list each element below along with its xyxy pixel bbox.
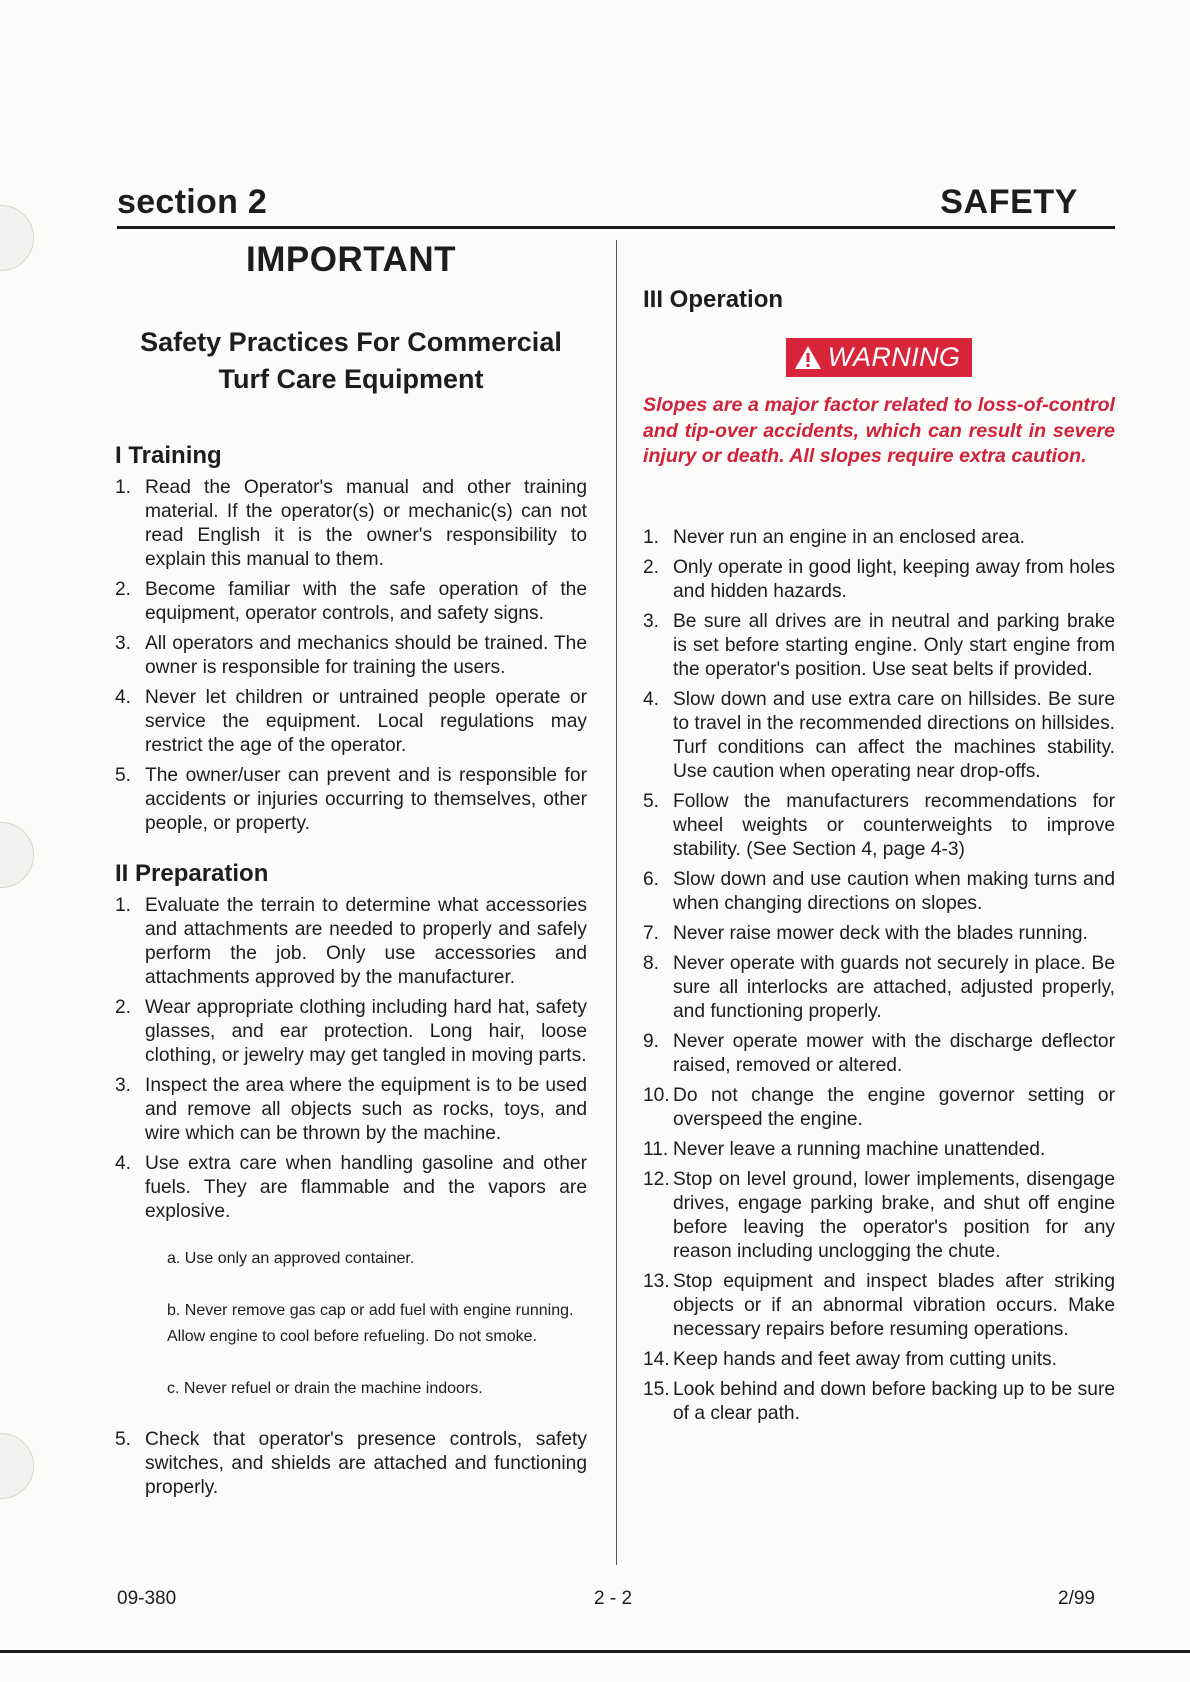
footer-page-number: 2 - 2 [594, 1588, 633, 1609]
item-text: All operators and mechanics should be trained. The owner is responsible for training the users. [145, 633, 587, 678]
list-item [115, 996, 587, 1068]
list-item [643, 1084, 1115, 1132]
item-text: Stop equipment and inspect blades after striking objects or if an abnormal vibration occurs. Make necessary repairs before resuming operations. [673, 1270, 1115, 1340]
binder-hole-bottom [0, 1433, 34, 1499]
item-number: 2. [115, 997, 132, 1018]
list-item [643, 952, 1115, 1024]
item-text: Look behind and down before backing up to be sure of a clear path. [673, 1378, 1115, 1424]
item-number: 3. [115, 1075, 132, 1096]
item-number: 1. [115, 895, 132, 916]
list-item [643, 526, 1115, 550]
operation-heading: III Operation [643, 286, 784, 313]
item-number: 9. [643, 1030, 660, 1052]
item-number: 11. [643, 1138, 669, 1160]
important-heading: IMPORTANT [246, 240, 456, 279]
item-number: 4. [643, 688, 660, 710]
item-text: Read the Operator's manual and other training material. If the operator(s) or mechanic(s) can not read English it is the owner's responsibility to explain this manual to them. [145, 477, 587, 570]
item-number: 4. [115, 687, 132, 708]
list-item [643, 556, 1115, 604]
list-item [643, 1138, 1115, 1162]
item-number: 7. [643, 922, 660, 944]
list-item [643, 1378, 1115, 1426]
item-text: Keep hands and feet away from cutting units. [673, 1348, 1057, 1370]
list-item [643, 1030, 1115, 1078]
item-text: Never let children or untrained people operate or service the equipment. Local regulations may restrict the age of the operator. [145, 687, 587, 756]
footer-doc-number: 09-380 [117, 1588, 177, 1609]
operation-list [643, 526, 1115, 1426]
item-number: 5. [643, 790, 660, 812]
item-number: 10. [643, 1084, 670, 1106]
item-text: Be sure all drives are in neutral and parking brake is set before starting engine. Only start engine from the operator's position. Use seat belts if provided. [673, 610, 1115, 680]
list-item [643, 1270, 1115, 1342]
list-item [643, 610, 1115, 682]
list-item [115, 1152, 587, 1224]
item-number: 2. [643, 556, 660, 578]
item-number: 1. [115, 477, 132, 498]
item-text: Inspect the area where the equipment is to be used and remove all objects such as rocks, toys, and wire which can be thrown by the machine. [145, 1075, 587, 1144]
item-text: Slow down and use caution when making turns and when changing directions on slopes. [673, 868, 1115, 914]
item-number: 8. [643, 952, 660, 974]
list-item [643, 688, 1115, 784]
list-item [643, 868, 1115, 916]
item-text: Evaluate the terrain to determine what accessories and attachments are needed to properly and safely perform the job. Only use accessories and attachments approved by the manufacturer. [145, 895, 587, 988]
item-number: 2. [115, 579, 132, 600]
item-text: The owner/user can prevent and is responsible for accidents or injuries occurring to themselves, other people, or property. [145, 765, 587, 834]
header-divider [117, 226, 1115, 229]
item-number: 14. [643, 1348, 670, 1370]
item-text: Never run an engine in an enclosed area. [673, 526, 1026, 548]
training-list [115, 476, 587, 836]
sub-list-item: b. Never remove gas cap or add fuel with engine running. Allow engine to cool before refueling. Do not smoke. [167, 1302, 574, 1345]
item-number: 12. [643, 1168, 670, 1190]
list-item [115, 632, 587, 680]
practices-heading-line1: Safety Practices For Commercial [140, 327, 562, 357]
list-item [115, 686, 587, 758]
preparation-heading: II Preparation [115, 860, 269, 887]
section-label: section 2 [117, 183, 268, 221]
item-text: Become familiar with the safe operation of the equipment, operator controls, and safety signs. [145, 579, 587, 624]
training-heading: I Training [115, 442, 222, 469]
item-number: 5. [115, 765, 132, 786]
binder-hole-middle [0, 822, 34, 888]
practices-heading [115, 324, 587, 398]
practices-heading-line2: Turf Care Equipment [218, 364, 484, 394]
item-text: Never leave a running machine unattended. [673, 1138, 1046, 1160]
item-text: Never operate with guards not securely in place. Be sure all interlocks are attached, adjusted properly, and functioning properly. [673, 952, 1115, 1022]
item-text: Do not change the engine governor setting or overspeed the engine. [673, 1084, 1115, 1130]
footer-divider [0, 1650, 1190, 1653]
left-column [115, 240, 587, 1506]
fuel-sub-list [115, 1246, 587, 1402]
item-number: 4. [115, 1153, 132, 1174]
right-column [643, 286, 1115, 1432]
list-item [643, 790, 1115, 862]
item-text: Use extra care when handling gasoline and other fuels. They are flammable and the vapors are explosive. [145, 1153, 587, 1222]
item-text: Slow down and use extra care on hillsides. Be sure to travel in the recommended directions on hillsides. Turf conditions can affect the machines stability. Use caution when operating near drop-offs. [673, 688, 1115, 782]
item-number: 5. [115, 1429, 132, 1450]
warning-banner [786, 338, 973, 377]
item-number: 3. [115, 633, 132, 654]
item-number: 6. [643, 868, 660, 890]
item-text: Never raise mower deck with the blades running. [673, 922, 1088, 944]
column-divider [616, 240, 617, 1565]
warning-label: WARNING [827, 342, 961, 372]
sub-list-item: c. Never refuel or drain the machine indoors. [167, 1380, 483, 1397]
item-text: Check that operator's presence controls, safety switches, and shields are attached and functioning properly. [145, 1429, 587, 1498]
list-item [115, 476, 587, 572]
item-number: 13. [643, 1270, 670, 1292]
footer-date: 2/99 [1058, 1588, 1095, 1609]
list-item [115, 578, 587, 626]
item-text: Only operate in good light, keeping away from holes and hidden hazards. [673, 556, 1115, 602]
item-text: Follow the manufacturers recommendations for wheel weights or counterweights to improve stability. (See Section 4, page 4-3) [673, 790, 1115, 860]
item-number: 15. [643, 1378, 670, 1400]
warning-triangle-icon [794, 345, 822, 370]
warning-text: Slopes are a major factor related to loss-of-control and tip-over accidents, which can result in severe injury or death. All slopes require extra caution. [643, 394, 1115, 467]
list-item [643, 922, 1115, 946]
item-number: 1. [643, 526, 660, 548]
list-item [115, 894, 587, 990]
binder-hole-top [0, 205, 34, 271]
preparation-list [115, 894, 587, 1224]
list-item [643, 1348, 1115, 1372]
item-text: Stop on level ground, lower implements, disengage drives, engage parking brake, and shut off engine before leaving the operator's position for any reason including unclogging the chute. [673, 1168, 1115, 1262]
page-title: SAFETY [940, 183, 1078, 221]
list-item [115, 1074, 587, 1146]
preparation-list-continued [115, 1428, 587, 1500]
item-number: 3. [643, 610, 660, 632]
item-text: Never operate mower with the discharge deflector raised, removed or altered. [673, 1030, 1115, 1076]
item-text: Wear appropriate clothing including hard hat, safety glasses, and ear protection. Long hair, loose clothing, or jewelry may get tangled in moving parts. [145, 997, 587, 1066]
list-item [643, 1168, 1115, 1264]
warning-banner-wrap [643, 338, 1115, 377]
list-item [115, 1428, 587, 1500]
sub-list-item: a. Use only an approved container. [167, 1250, 415, 1267]
list-item [115, 764, 587, 836]
